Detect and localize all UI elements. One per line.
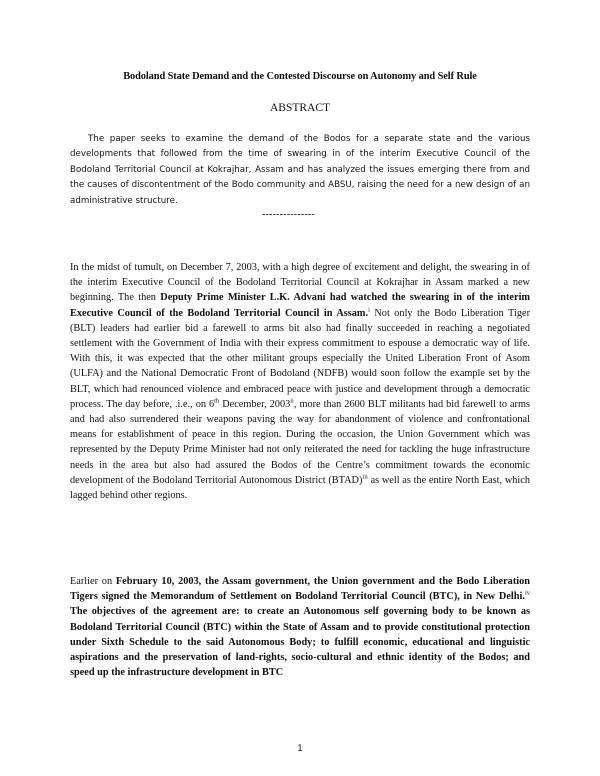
paragraph-text: as well as the entire North East, which lagged behind other regions. [70,474,531,502]
paragraph-text: , more than 2600 BLT militants had bid farewell to arms and had also surrendered their weapons paving the way for abandonment of violence and confrontational means for establishment of peace in this region. During the occasion, the Union Government which was represented by the Deputy Prime Minister had not only reiterated the need for tackling the huge infrastructure needs in the area but also had assured the Bodos of the Centre’s commitment towards the economic development of the Bodoland Territorial Autonomous District (BTAD) [70,398,530,486]
page-number: 1 [297,744,303,754]
section-separator: --------------- [262,209,315,220]
abstract-heading: ABSTRACT [269,102,331,114]
bold-text: The objectives of the agreement are: to create an Autonomous self governing body to be known as Bodoland Territorial Council (BTC) within the State of Assam and to provide constitutional protection under Sixth Schedule to the said Autonomous Body; to fulfill economic, educational and linguistic aspirations and the preservation of land-rights, socio-cultural and ethnic identity of the Bodos; and speed up the infrastructure development in BTC [70,606,530,679]
endnote-marker: iii [362,473,368,481]
abstract-text: The paper seeks to examine the demand of the Bodos for a separate state and the various developments that followed from the time of swearing in of the interim Executive Council of the Bodoland Territorial Council at Kokrajhar, Assam and has analyzed the issues emerging there from and the causes of discontentment of the Bodo community and ABSU, raising the need for a new design of an administrative structure. [70,134,530,206]
bold-text: Deputy Prime Minister L.K. Advani had watched the swearing in of the interim Executive Council of the Bodoland Territorial Council in Assam. [70,292,531,319]
paragraph-text: Earlier on [70,576,116,587]
paragraph-text: Not only the Bodo Liberation Tiger (BLT) leaders had earlier bid a farewell to arms bit also had finally succeeded in reaching a negotiated settlement with the Government of India with their express commitment to espouse a democratic way of life. With this, it was expected that the other militant groups especially the United Liberation Front of Asom (ULFA) and the National Democratic Front of Bodoland (NDFB) would soon follow the example set by the BLT, which had renounced violence and embraced peace with justice and development through a democratic process. The day before, .i.e., on 6 [70,307,530,410]
endnote-marker: ii [290,397,294,405]
document-title: Bodoland State Demand and the Contested Discourse on Autonomy and Self Rule [123,71,477,82]
paragraph-text: In the midst of tumult, on December 7, 2003, with a high degree of excitement and delight, the swearing in of the interim Executive Council of the Bodoland Territorial Council at Kokrajhar in Assam marked a new beginning. The then [70,262,530,304]
endnote-marker: i [368,306,370,314]
body-paragraph-1 [70,260,530,503]
endnote-marker: iv [524,589,530,597]
bold-text: February 10, 2003, the Assam government, the Union government and the Bodo Liberation Tigers signed the Memorandum of Settlement on Bodoland Territorial Council (BTC), in New Delhi. [70,576,530,603]
paragraph-text: December, 2003 [219,398,291,410]
body-paragraph-2 [70,574,530,680]
ordinal-suffix: th [214,397,220,405]
